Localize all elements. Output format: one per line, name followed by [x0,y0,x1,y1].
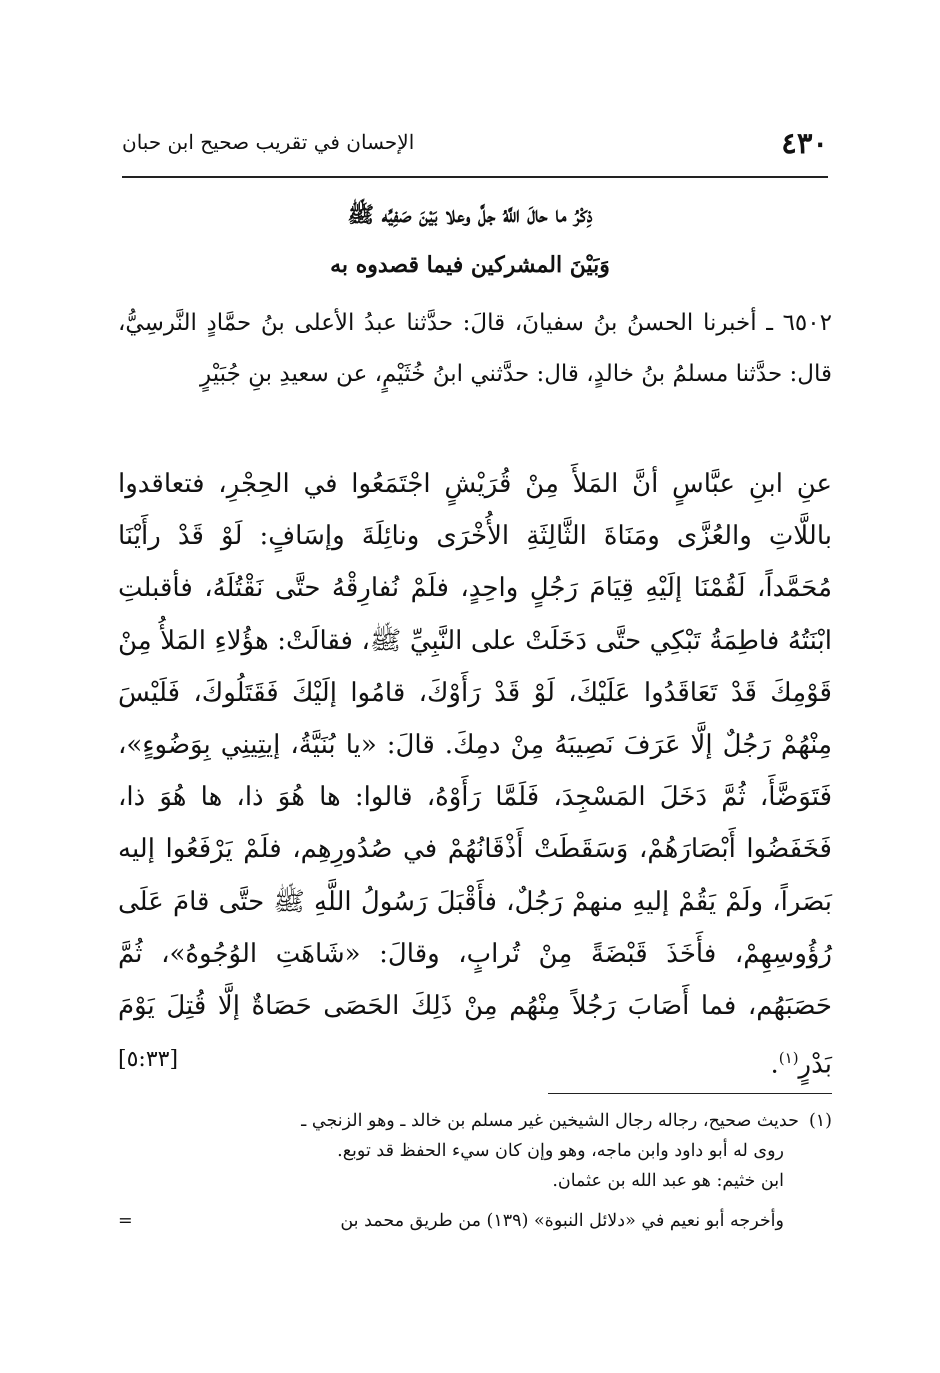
header-rule [122,176,828,178]
chapter-heading-line-1: ذِكْرُ ما حالَ اللَّهُ جلَّ وعلا بَيْنَ صَفِيِّه ﷺ [347,202,593,228]
hadith-isnad: ٦٥٠٢ ـ أخبرنا الحسنُ بنُ سفيانَ، قالَ: حدَّثنا عبدُ الأعلى بنُ حمَّادٍ النَّرسِيُّ، قال: حدَّثنا مسلمُ بنُ خالدٍ، قال: حدَّثني ابنُ خُثَيْمٍ، عن سعيدِ بنِ جُبَيْرٍ [118,310,832,387]
footnote-number: (١) [808,1111,832,1131]
continuation-mark: = [118,1211,133,1231]
footnote-line-2: روى له أبو داود وابن ماجه، وهو وإن كان سيء الحفظ قد توبع. [337,1141,784,1161]
footnote-marker: (١) [778,1049,799,1068]
footnote-line-4 [118,1206,832,1236]
hadith-matn [118,458,832,1091]
footnote-line-3: ابن خثيم: هو عبد الله بن عثمان. [552,1171,784,1191]
page-header [122,118,828,166]
chapter-heading-line-2: وَبَيْنَ المشركين فيما قصدوه به [330,252,610,278]
footnote-text-4: وأخرجه أبو نعيم في «دلائل النبوة» (١٣٩) من طريق محمد بن [340,1211,784,1231]
hadith-matn-text: عنِ ابنِ عبَّاسٍ أنَّ المَلأَ مِنْ قُرَيْشٍ اجْتَمَعُوا في الحِجْرِ، فتعاقدوا باللَّاتِ والعُزَّى ومَنَاةَ الثَّالِثَةِ الأُخْرَى ونائِلَةَ وإسَافٍ: لَوْ قَدْ رأَيْنَا مُحَمَّداً، لَقُمْنَا إلَيْهِ قِيَامَ رَجُلٍ واحِدٍ، فلَمْ نُفارِقْهُ حتَّى نَقْتُلَهُ، فأقبلتِ ابْنَتُهُ فاطِمَةُ تَبْكِي حتَّى دَخَلَتْ على النَّبِيِّ ﷺ، فقالَتْ: هؤُلاءِ المَلأُ مِنْ قَوْمِكَ قَدْ تَعَاقَدُوا عَلَيْكَ، لَوْ قَدْ رَأَوْكَ، قامُوا إلَيْكَ فَقَتَلُوكَ، فَلَيْسَ مِنْهُمْ رَجُلٌ إلَّا عَرَفَ نَصِيبَهُ مِنْ دمِكَ. قالَ: «يا بُنَيَّةُ، إيتِينِي بِوَضُوءٍ»، فَتَوَضَّأَ، ثُمَّ دَخَلَ المَسْجِدَ، فَلَمَّا رَأَوْهُ، قالوا: ها هُوَ ذا، ها هُوَ ذا، فَخَفَضُوا أَبْصَارَهُمْ، وَسَقَطَتْ أَذْقَانُهُمْ في صُدُورِهِم، فلَمْ يَرْفَعُوا إليه بَصَراً، ولَمْ يَقُمْ إليهِ منهمْ رَجُلٌ، فأَقْبَلَ رَسُولُ اللَّهِ ﷺ حتَّى قامَ عَلَى رُؤُوسِهِمْ، فأَخَذَ قَبْضَةً مِنْ تُرابٍ، وقالَ: «شَاهَتِ الوُجُوهُ»، ثُمَّ حَصَبَهُم، فما أَصَابَ رَجُلاً مِنْهُم مِنْ ذَلِكَ الحَصَى حَصَاةٌ إلَّا قُتِلَ يَوْمَ بَدْرٍ [118,469,832,1080]
footnote-rule [548,1093,832,1094]
hadith-reference: [٥:٣٣] [118,1047,179,1073]
page-number: ٤٣٠ [781,126,828,160]
footnotes [118,1106,832,1236]
footnote-text-1: حديث صحيح، رجاله رجال الشيخين غير مسلم بن خالد ـ وهو الزنجي ـ [301,1111,799,1131]
footnote-line-1 [118,1106,832,1136]
chapter-heading [150,190,790,290]
end-punctuation: . [770,1049,779,1080]
running-title: الإحسان في تقريب صحيح ابن حبان [122,130,415,154]
